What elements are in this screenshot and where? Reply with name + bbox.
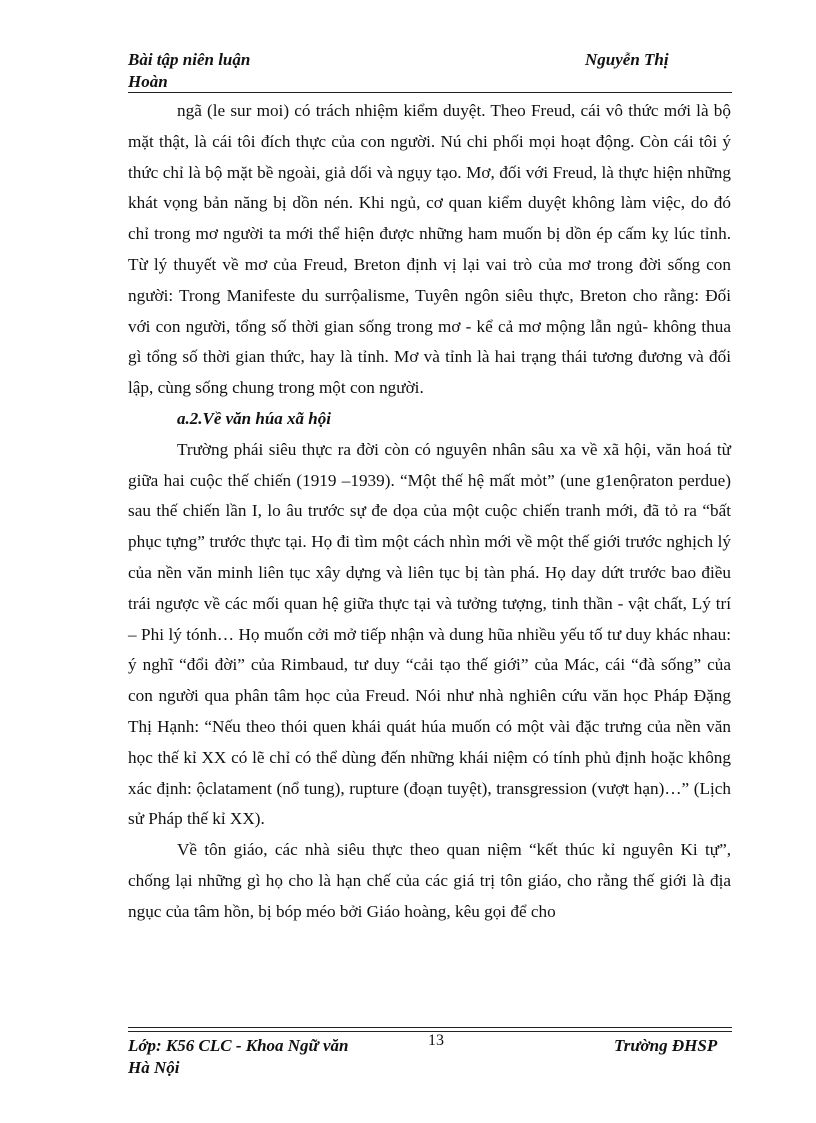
body-paragraph-3: Về tôn giáo, các nhà siêu thực theo quan niệm “kết thúc kỉ nguyên Ki tự”, chống lại những gì họ cho là hạn chế của các giá trị tôn giáo, cho rằng thế giới là địa ngục của tâm hồn, bị bóp méo bởi Giáo hoàng, kêu gọi để cho xyxy=(128,840,731,921)
page-number: 13 xyxy=(428,1032,444,1049)
page-body xyxy=(128,96,731,928)
footer-class-info: Lớp: K56 CLC - Khoa Ngữ văn xyxy=(128,1036,349,1055)
body-paragraph-2: Trường phái siêu thực ra đời còn có nguyên nhân sâu xa về xã hội, văn hoá từ giữa hai cuộc thế chiến (1919 –1939). “Một thế hệ mất mỏt” (une g1enộraton perdue) sau thế chiến lần I, lo âu trước sự đe dọa của một cuộc chiến tranh mới, đã tỏ ra “bất phục tựng” trước thực tại. Họ đi tìm một cách nhìn mới về một thế giới trước nghịch lý của nền văn minh liên tục xây dựng và liên tục bị tàn phá. Họ day dứt trước bao điều trái ngược về các mối quan hệ giữa thực tại và tưởng tượng, tinh thần - vật chất, Lý trí – Phi lý tónh… Họ muốn cởi mở tiếp nhận và dung hũa nhiều yếu tố tư duy khác nhau: ý nghĩ “đổi đời” của Rimbaud, tư duy “cải tạo thế giới” của Mác, cái “đà sống” của con người qua phân tâm học của Freud. Nói như nhà nghiên cứu văn học Pháp Đặng Thị Hạnh: “Nếu theo thói quen khái quát húa muốn có một vài đặc trưng của nền văn học thế kỉ XX có lẽ chỉ có thể dùng đến những khái niệm có tính phủ định hoặc không xác định: ộclatament (nổ tung), rupture (đoạn tuyệt), transgression (vượt hạn)…” (Lịch sử Pháp thế kỉ XX). xyxy=(128,439,731,829)
body-paragraph-1: ngã (le sur moi) có trách nhiệm kiểm duyệt. Theo Freud, cái vô thức mới là bộ mặt thật, là cái tôi đích thực của con người. Nú chi phối mọi hoạt động. Còn cái tôi ý thức chỉ là bộ mặt bề ngoài, giả dối và ngụy tạo. Mơ, đối với Freud, là thực hiện những khát vọng bản năng bị dồn nén. Khi ngủ, cơ quan kiểm duyệt không làm việc, do đó chỉ trong mơ người ta mới thể hiện được những ham muốn bị dồn ép cấm kỵ lúc tỉnh. Từ lý thuyết về mơ của Freud, Breton định vị lại vai trò của mơ trong đời sống con người: Trong Manifeste du surrộalisme, Tuyên ngôn siêu thực, Breton cho rằng: Đối với con người, tổng số thời gian sống trong mơ - kể cả mơ mộng lẫn ngủ- không thua gì tổng số thời gian thức, hay là tỉnh. Mơ và tỉnh là hai trạng thái tương đương và đối lập, cùng sống chung trong một con người. xyxy=(128,101,731,398)
footer-school-name: Trường ĐHSP xyxy=(614,1036,718,1055)
header-author-name-continued: Hoàn xyxy=(128,72,168,91)
section-heading: a.2.Về văn húa xã hội xyxy=(177,408,331,428)
header-author-name: Nguyễn Thị xyxy=(585,50,669,69)
header-course-title: Bài tập niên luận xyxy=(128,50,251,69)
header-rule xyxy=(128,92,732,93)
footer-school-name-continued: Hà Nội xyxy=(128,1058,180,1077)
